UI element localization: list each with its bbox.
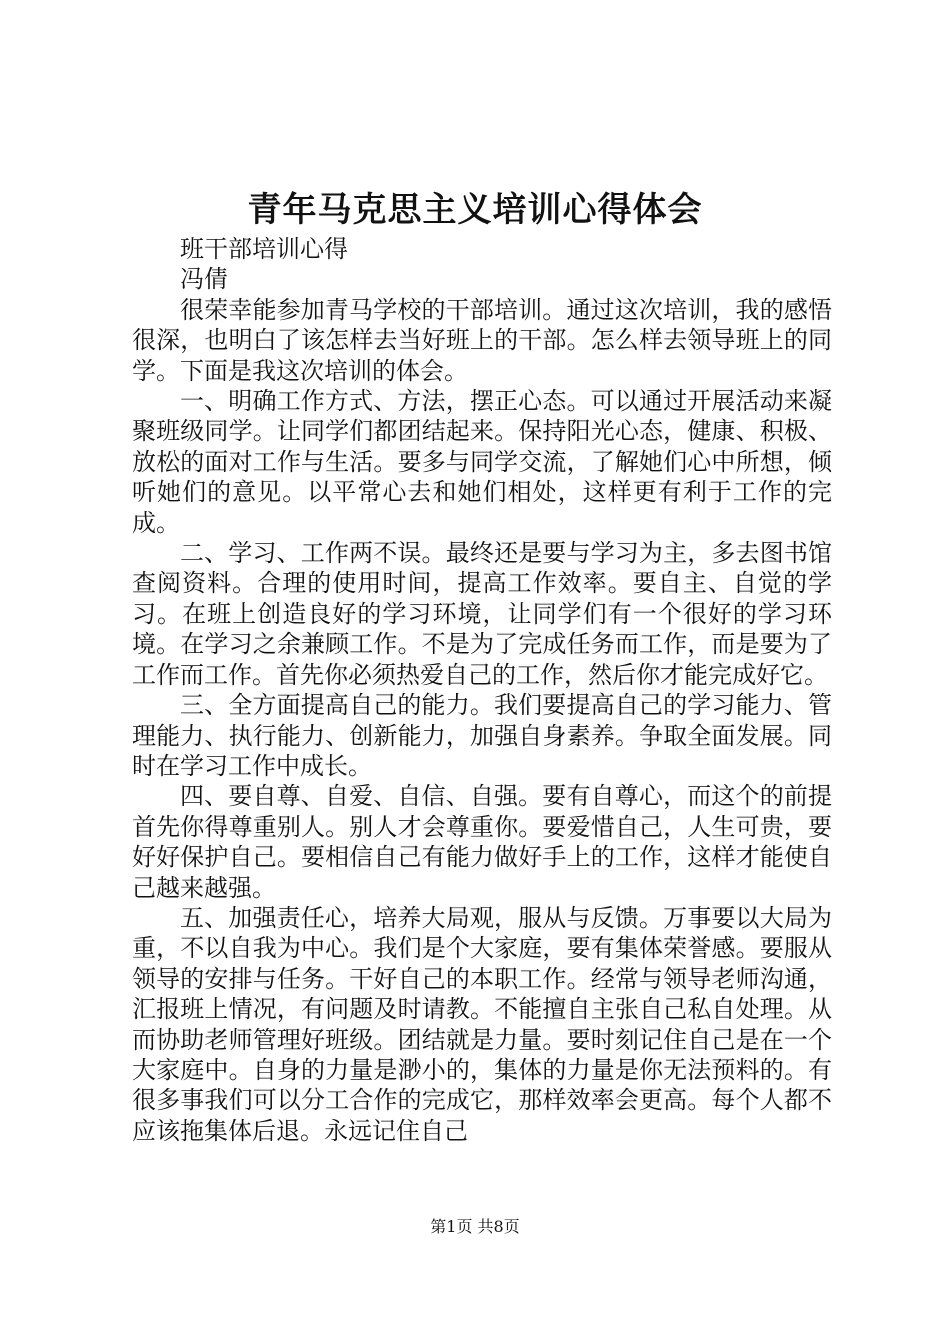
section-three-paragraph: 三、全方面提高自己的能力。我们要提高自己的学习能力、管理能力、执行能力、创新能力，加强自身素养。争取全面发展。同时在学习工作中成长。 — [132, 691, 832, 780]
section-five-paragraph: 五、加强责任心，培养大局观，服从与反馈。万事要以大局为重，不以自我为中心。我们是个大家庭，要有集体荣誉感。要服从领导的安排与任务。干好自己的本职工作。经常与领导老师沟通，汇报班上情况，有问题及时请教。不能擅自主张自己私自处理。从而协助老师管理好班级。团结就是力量。要时刻记住自己是在一个大家庭中。自身的力量是渺小的，集体的力量是你无法预料的。有很多事我们可以分工合作的完成它，那样效率会更高。每个人都不应该拖集体后退。永远记住自己 — [132, 903, 832, 1145]
section-two-paragraph: 二、学习、工作两不误。最终还是要与学习为主，多去图书馆查阅资料。合理的使用时间，提高工作效率。要自主、自觉的学习。在班上创造良好的学习环境，让同学们有一个很好的学习环境。在学习之余兼顾工作。不是为了完成任务而工作，而是要为了工作而工作。首先你必须热爱自己的工作，然后你才能完成好它。 — [132, 539, 832, 689]
subtitle-paragraph: 班干部培训心得 — [180, 235, 348, 263]
intro-paragraph: 很荣幸能参加青马学校的干部培训。通过这次培训，我的感悟很深，也明白了该怎样去当好班上的干部。怎么样去领导班上的同学。下面是我这次培训的体会。 — [132, 295, 832, 385]
author-paragraph: 冯倩 — [180, 265, 228, 294]
document-title: 青年马克思主义培训心得体会 — [247, 190, 703, 230]
section-one-paragraph: 一、明确工作方式、方法，摆正心态。可以通过开展活动来凝聚班级同学。让同学们都团结起来。保持阳光心态，健康、积极、放松的面对工作与生活。要多与同学交流，了解她们心中所想，倾听她们的意见。以平常心去和她们相处，这样更有利于工作的完成。 — [132, 387, 832, 537]
page-number-footer: 第1页 共8页 — [430, 1217, 520, 1236]
document-body — [132, 234, 832, 1146]
section-four-paragraph: 四、要自尊、自爱、自信、自强。要有自尊心，而这个的前提首先你得尊重别人。别人才会尊重你。要爱惜自己，人生可贵，要好好保护自己。要相信自己有能力做好手上的工作，这样才能使自己越来越强。 — [132, 782, 832, 902]
